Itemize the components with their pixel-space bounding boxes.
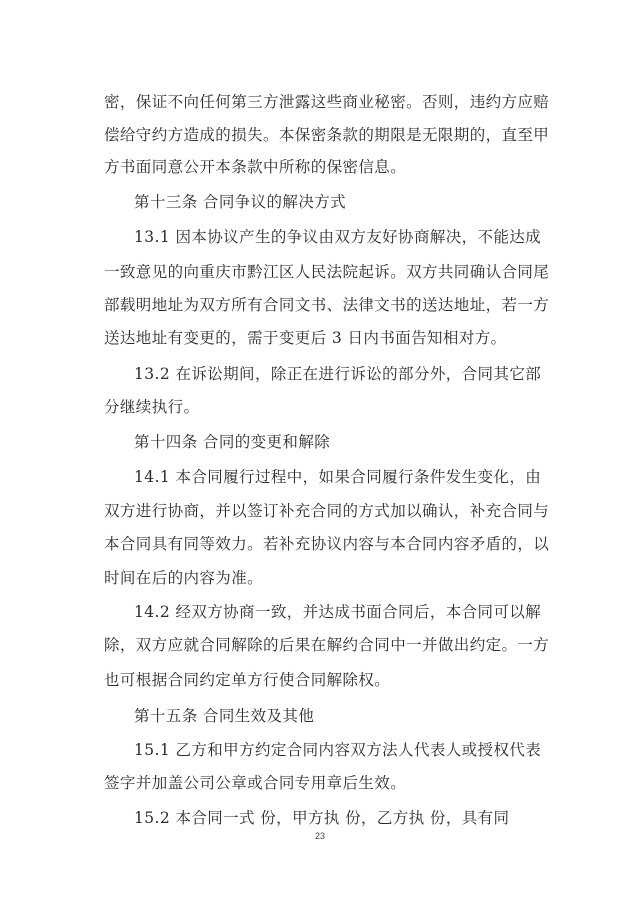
- body-text-line: 一致意见的向重庆市黔江区人民法院起诉。双方共同确认合同尾: [104, 263, 550, 281]
- body-text-line: 本合同具有同等效力。若补充协议内容与本合同内容矛盾的，以: [104, 535, 550, 553]
- body-text-line: 也可根据合同约定单方行使合同解除权。: [104, 671, 391, 689]
- article-heading: 第十三条 合同争议的解决方式: [134, 193, 347, 211]
- body-text-line: 双方进行协商，并以签订补充合同的方式加以确认，补充合同与: [104, 502, 550, 520]
- body-text-line: 送达地址有变更的，需于变更后 3 日内书面告知相对方。: [104, 329, 507, 347]
- clause-text-line: 13.2 在诉讼期间，除正在进行诉讼的部分外，合同其它部: [134, 365, 542, 383]
- page-number: 23: [314, 831, 325, 841]
- clause-text-line: 15.2 本合同一式 份，甲方执 份，乙方执 份，具有同: [134, 809, 510, 827]
- clause-text-line: 14.2 经双方协商一致，并达成书面合同后，本合同可以解: [134, 603, 542, 621]
- body-text-line: 密，保证不向任何第三方泄露这些商业秘密。否则，违约方应赔: [104, 93, 550, 111]
- clause-text-line: 15.1 乙方和甲方约定合同内容双方法人代表人或授权代表: [134, 741, 542, 759]
- body-text-line: 偿给守约方造成的损失。本保密条款的期限是无限期的，直至甲: [104, 126, 550, 144]
- body-text-line: 除，双方应就合同解除的后果在解约合同中一并做出约定。一方: [104, 636, 550, 654]
- article-heading: 第十五条 合同生效及其他: [134, 707, 315, 725]
- body-text-line: 时间在后的内容为准。: [104, 569, 264, 587]
- body-text-line: 分继续执行。: [104, 398, 200, 416]
- clause-text-line: 14.1 本合同履行过程中，如果合同履行条件发生变化，由: [134, 468, 542, 486]
- article-heading: 第十四条 合同的变更和解除: [134, 433, 331, 451]
- body-text-line: 方书面同意公开本条款中所称的保密信息。: [104, 158, 407, 176]
- clause-text-line: 13.1 因本协议产生的争议由双方友好协商解决，不能达成: [134, 228, 542, 246]
- body-text-line: 部载明地址为双方所有合同文书、法律文书的送达地址，若一方: [104, 296, 550, 314]
- body-text-line: 签字并加盖公司公章或合同专用章后生效。: [104, 774, 407, 792]
